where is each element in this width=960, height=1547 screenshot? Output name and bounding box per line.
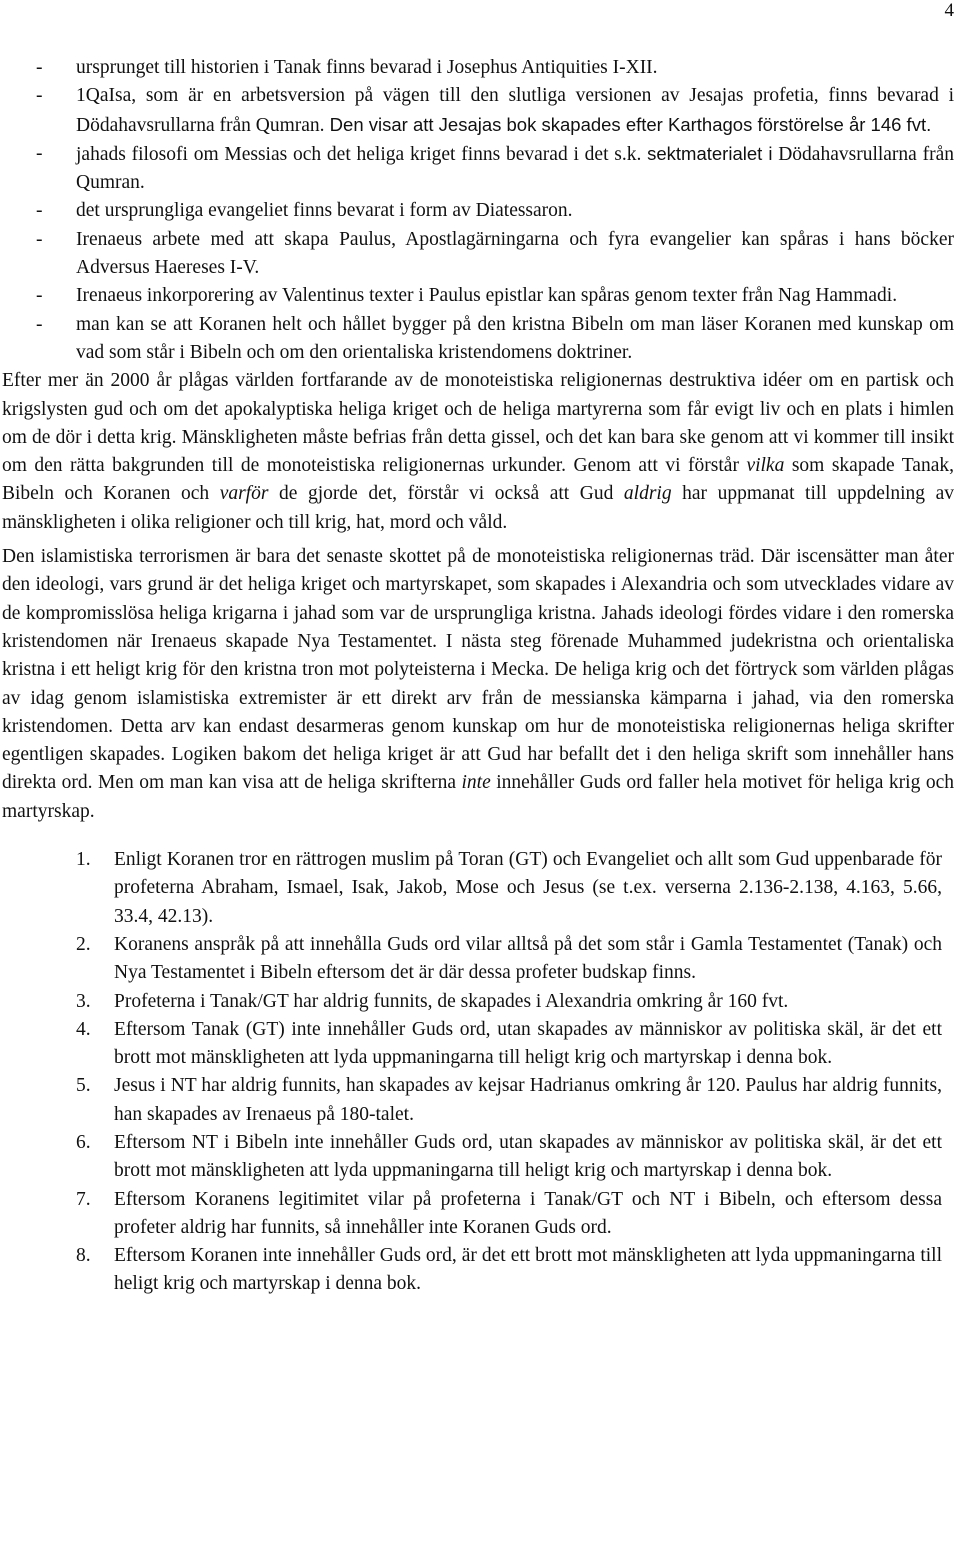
numbered-list: [2, 846, 954, 1299]
list-item: [2, 82, 954, 140]
item-text: Eftersom Koranens legitimitet vilar på profeterna i Tanak/GT och NT i Bibeln, och eftersom dessa profeter aldrig har funnits, så innehåller inte Koranen Guds ord.: [114, 1188, 942, 1238]
list-item-text-sans: sektmaterialet i: [647, 142, 773, 164]
item-text: Jesus i NT har aldrig funnits, han skapades av kejsar Hadrianus omkring år 120. Paulus har aldrig funnits, han skapades av Irenaeus på 180-talet.: [114, 1075, 942, 1125]
paragraph-text: har uppmanat till uppdelning av mänskligheten i olika religioner och till krig, hat, mord och våld.: [2, 483, 954, 533]
emphasis-text: varför: [219, 483, 269, 505]
item-number: 8.: [76, 1245, 91, 1267]
paragraph-text: Den islamistiska terrorismen är bara det senaste skottet på de monoteistiska religionernas träd. Där iscensätter man åter den ideologi, vars grund är det heliga kriget och martyrskapet, som skapades i Alexandria och som utvecklades vidare av de kompromisslösa heliga krigarna i jahad som var de ursprungliga kristna. Jahads ideologi fördes vidare i den romerska kristendomen när Irenaeus skapade Nya Testamentet. I nästa steg förenade Muhammed judekristna och orientaliska kristna i ett heligt krig för den kristna tron mot polyteisterna i Mecka. De heliga krig och det förtryck som världen plågas av idag genom islamistiska extremister är ett direkt arv från de messianska kämparna i jahad, via den romerska kristendomen. Detta arv kan endast desarmeras genom kunskap om hur de monoteistiska religionernas heliga skrifter egentligen skapades. Logiken bakom det heliga kriget är att Gud har befallt det i den heliga skrift som innehåller hans direkta ord. Men om man kan visa att de heliga skrifterna: [2, 546, 954, 794]
item-number: 5.: [76, 1075, 91, 1097]
list-dash: -: [36, 313, 43, 335]
numbered-item: [2, 846, 942, 931]
list-dash: -: [36, 142, 43, 164]
item-number: 6.: [76, 1131, 91, 1153]
list-dash: -: [36, 200, 43, 222]
list-item: [2, 226, 954, 283]
list-item: [2, 197, 954, 225]
item-number: 7.: [76, 1188, 91, 1210]
list-dash: -: [36, 57, 43, 78]
item-number: 4.: [76, 1018, 91, 1040]
item-text: Eftersom Tanak (GT) inte innehåller Guds ord, utan skapades av människor av politiska skäl, är det ett brott mot mänskligheten att lyda uppmaningarna till heligt krig och martyrskap i denna bok.: [114, 1018, 942, 1069]
item-text: Profeterna i Tanak/GT har aldrig funnits, de skapades i Alexandria omkring år 160 fvt.: [114, 990, 789, 1012]
emphasis-text: aldrig: [623, 483, 672, 505]
page-number: 4: [944, 0, 954, 21]
list-item-text: jahads filosofi om Messias och det heliga kriget finns bevarad i det s.k.: [76, 143, 648, 165]
numbered-item: [2, 1072, 942, 1129]
emphasis-text: inte: [461, 772, 491, 794]
list-item-text: 1QaIsa, som är en arbetsversion på vägen till den slutliga versionen av Jesajas profetia, finns bevarad i Dödahavsrullarna från Qumran.: [76, 85, 954, 136]
paragraph-text: innehåller Guds ord faller hela motivet för heliga krig och martyrskap.: [2, 772, 954, 822]
list-item-text: det ursprungliga evangeliet finns bevarat i form av Diatessaron.: [76, 200, 573, 222]
dash-list: [2, 54, 954, 367]
list-item-text: Irenaeus arbete med att skapa Paulus, Apostlagärningarna och fyra evangelier kan spåras i hans böcker Adversus Haereses I-V.: [76, 228, 954, 279]
numbered-item: [2, 1186, 942, 1243]
list-item: [2, 54, 954, 82]
item-text: Eftersom Koranen inte innehåller Guds ord, är det ett brott mot mänskligheten att lyda uppmaningarna till heligt krig och martyrskap i denna bok.: [114, 1245, 942, 1295]
item-text: Koranens anspråk på att innehålla Guds ord vilar alltså på det som står i Gamla Testamentet (Tanak) och Nya Testamentet i Bibeln eftersom det är där dessa profeter budskap finns.: [114, 933, 942, 984]
numbered-item: [2, 931, 942, 988]
item-text: Eftersom NT i Bibeln inte innehåller Guds ord, utan skapades av människor av politiska skäl, är det ett brott mot mänskligheten att lyda uppmaningarna till heligt krig och martyrskap i denna bok.: [114, 1131, 942, 1182]
numbered-item: [2, 988, 942, 1016]
paragraph-text: de gjorde det, förstår vi också att Gud: [268, 483, 624, 505]
list-item-text: man kan se att Koranen helt och hållet bygger på den kristna Bibeln om man läser Koranen med kunskap om vad som står i Bibeln och om den orientaliska kristendomens doktriner.: [76, 313, 954, 363]
list-item-text-sans: Den visar att Jesajas bok skapades efter Karthagos förstörelse år 146 fvt.: [324, 113, 932, 135]
item-number: 2.: [76, 933, 91, 955]
item-text: Enligt Koranen tror en rättrogen muslim på Toran (GT) och Evangeliet och allt som Gud uppenbarade för profeterna Abraham, Ismael, Isak, Jakob, Mose och Jesus (se t.ex. verserna 2.136-2.138, 4.163, 5.66, 33.4, 42.13).: [114, 849, 942, 927]
paragraph-text: som skapade Tanak, Bibeln och Koranen och: [2, 455, 954, 505]
list-item-text: Dödahavsrullarna från Qumran.: [76, 143, 954, 194]
list-item: [2, 140, 954, 198]
numbered-item: [2, 1016, 942, 1073]
document-body: [2, 54, 954, 1299]
list-dash: -: [36, 228, 43, 250]
list-dash: -: [36, 85, 43, 107]
paragraph-text: Efter mer än 2000 år plågas världen fortfarande av de monoteistiska religionernas destruktiva idéer om en partisk och krigslysten gud och om det apokalyptiska heliga kriget och de heliga martyrerna som får evigt liv och en plats i himlen om de dör i detta krig. Mänskligheten måste befrias från detta gissel, och det kan bara ske genom att vi kommer till insikt om den rätta bakgrunden till de monoteistiska religionernas urkunder. Genom att vi förstår: [2, 370, 954, 477]
numbered-item: [2, 1129, 942, 1186]
item-number: 3.: [76, 990, 91, 1012]
list-item: [2, 282, 954, 310]
emphasis-text: vilka: [746, 455, 785, 477]
numbered-item: [2, 1242, 942, 1299]
list-dash: -: [36, 285, 43, 307]
list-item: [2, 311, 954, 368]
list-item-text: ursprunget till historien i Tanak finns bevarad i Josephus Antiquities I-XII.: [76, 57, 658, 78]
item-number: 1.: [76, 849, 91, 871]
list-item-text: Irenaeus inkorporering av Valentinus texter i Paulus epistlar kan spåras genom texter från Nag Hammadi.: [76, 285, 898, 307]
body-paragraph: [2, 367, 954, 537]
body-paragraph: [2, 543, 954, 826]
